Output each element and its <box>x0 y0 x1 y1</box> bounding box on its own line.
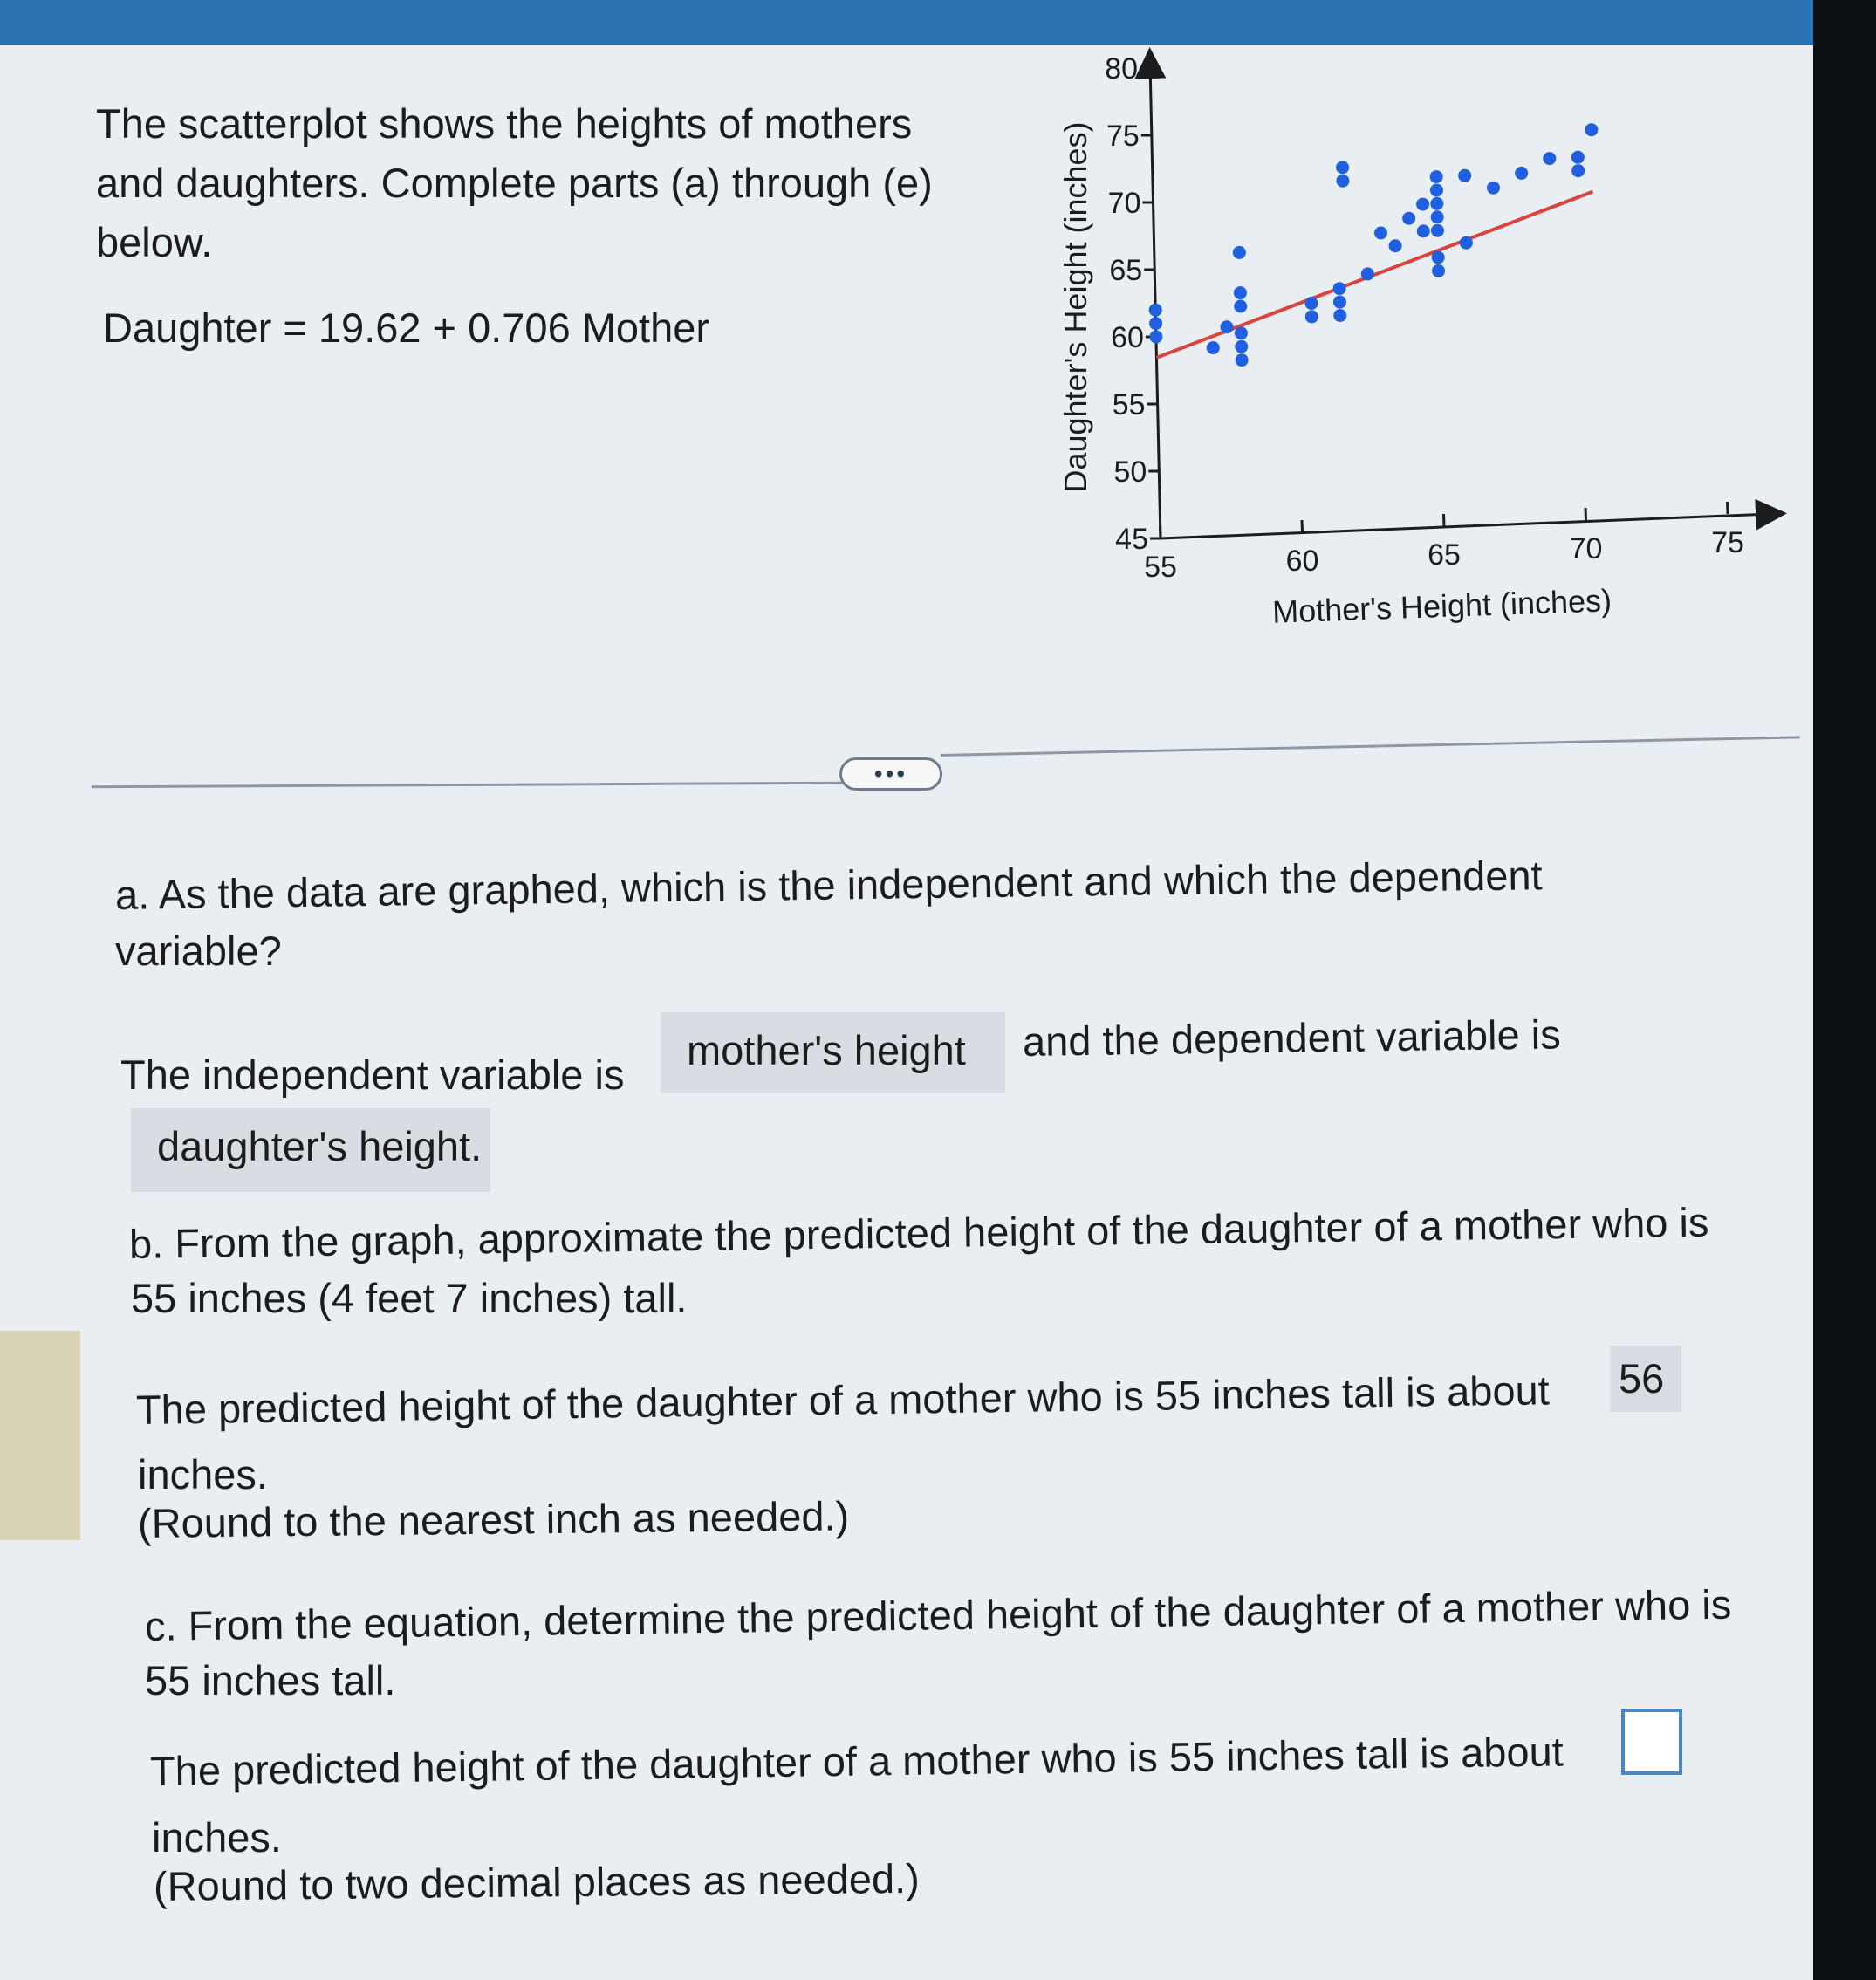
regression-equation: Daughter = 19.62 + 0.706 Mother <box>103 305 710 351</box>
intro-line-2: and daughters. Complete parts (a) through (e) <box>96 160 933 206</box>
y-tick-label: 80 <box>1105 52 1139 86</box>
data-point <box>1402 212 1415 225</box>
y-tick-label: 65 <box>1109 254 1143 287</box>
top-bar <box>0 0 1876 45</box>
part-b-answer-prefix: The predicted height of the daughter of a mother who is 55 inches tall is about <box>135 1367 1551 1433</box>
data-point <box>1234 286 1247 299</box>
data-point <box>1487 182 1500 195</box>
data-point <box>1235 326 1248 339</box>
data-point <box>1460 236 1473 250</box>
data-point <box>1236 353 1249 367</box>
data-point <box>1149 317 1162 330</box>
data-point <box>1304 297 1318 310</box>
data-point <box>1430 184 1443 197</box>
data-point <box>1416 198 1429 211</box>
data-point <box>1336 161 1349 174</box>
data-point <box>1149 331 1162 344</box>
data-point <box>1235 340 1248 353</box>
part-c-answer-prefix: The predicted height of the daughter of a mother who is 55 inches tall is about <box>149 1728 1564 1794</box>
data-point <box>1333 296 1346 309</box>
data-point <box>1430 170 1443 183</box>
y-tick-label: 55 <box>1112 388 1146 421</box>
data-point <box>1585 123 1598 136</box>
data-point <box>1389 239 1402 252</box>
part-a-answer-middle: and the dependent variable is <box>1022 1011 1562 1065</box>
x-tick-mark <box>1728 502 1729 514</box>
x-ticks <box>1144 502 1744 584</box>
y-axis-label: Daughter's Height (inches) <box>1058 121 1093 493</box>
data-point <box>1234 300 1247 313</box>
data-point <box>1543 152 1556 165</box>
part-c-question-line-1: c. From the equation, determine the predicted height of the daughter of a mother who is <box>144 1580 1732 1649</box>
independent-variable-answer[interactable]: mother's height <box>661 1012 1005 1093</box>
x-axis-label: Mother's Height (inches) <box>1271 582 1612 630</box>
data-point <box>1571 151 1585 164</box>
data-point <box>1333 282 1346 295</box>
data-point <box>1432 251 1445 264</box>
data-point <box>1233 246 1246 259</box>
data-point <box>1333 309 1346 322</box>
data-point <box>1430 197 1443 210</box>
data-point <box>1431 210 1444 223</box>
part-a-question-line-2: variable? <box>115 928 282 974</box>
data-point <box>1432 264 1445 277</box>
part-c-answer-suffix: inches. <box>152 1814 282 1860</box>
part-b-question-line-2: 55 inches (4 feet 7 inches) tall. <box>131 1275 688 1321</box>
intro-line-3: below. <box>96 219 213 265</box>
x-tick-mark <box>1585 508 1586 520</box>
part-b-question-line-1: b. From the graph, approximate the predicted height of the daughter of a mother who is <box>128 1198 1709 1267</box>
intro-line-1: The scatterplot shows the heights of mothers <box>96 100 913 147</box>
data-point <box>1336 175 1349 188</box>
more-button[interactable]: ••• <box>839 757 942 791</box>
y-tick-label: 75 <box>1106 120 1140 153</box>
x-axis <box>1161 514 1771 538</box>
y-tick-label: 60 <box>1111 321 1144 354</box>
x-tick-label: 70 <box>1569 532 1603 565</box>
part-b-note: (Round to the nearest inch as needed.) <box>137 1492 850 1546</box>
x-tick-mark <box>1302 520 1303 532</box>
scatterplot <box>1003 45 1806 674</box>
data-point <box>1417 224 1430 237</box>
screen-bezel <box>1813 0 1876 1980</box>
part-c-note: (Round to two decimal places as needed.) <box>153 1854 921 1909</box>
regression-line <box>1156 192 1592 358</box>
y-tick-label: 50 <box>1113 456 1147 489</box>
data-point <box>1305 310 1318 323</box>
x-tick-label: 65 <box>1428 538 1461 572</box>
part-b-answer-value[interactable]: 56 <box>1610 1346 1681 1412</box>
data-points <box>1149 123 1599 367</box>
divider-left <box>92 782 842 789</box>
y-axis <box>1150 63 1161 538</box>
x-tick-label: 75 <box>1711 526 1744 559</box>
data-point <box>1207 341 1220 354</box>
data-point <box>1361 267 1374 280</box>
x-tick-label: 60 <box>1285 545 1319 578</box>
part-a-question-line-1: a. As the data are graphed, which is the independent and which the dependent <box>114 852 1543 918</box>
y-tick-label: 45 <box>1115 523 1148 556</box>
part-c-answer-input[interactable] <box>1621 1709 1682 1775</box>
divider-right <box>941 736 1800 757</box>
data-point <box>1515 167 1528 180</box>
data-point <box>1374 227 1387 240</box>
dependent-variable-answer[interactable]: daughter's height. <box>131 1108 490 1192</box>
part-b-answer-suffix: inches. <box>138 1451 268 1497</box>
data-point <box>1571 164 1585 177</box>
y-tick-label: 70 <box>1107 187 1141 220</box>
data-point <box>1458 169 1471 182</box>
part-c-question-line-2: 55 inches tall. <box>145 1657 396 1703</box>
question-panel <box>0 45 1813 1980</box>
data-point <box>1431 224 1444 237</box>
data-point <box>1220 320 1233 333</box>
x-tick-mark <box>1444 514 1445 526</box>
x-tick-label: 55 <box>1144 551 1177 584</box>
data-point <box>1149 304 1162 317</box>
part-a-answer-prefix: The independent variable is <box>120 1052 625 1098</box>
